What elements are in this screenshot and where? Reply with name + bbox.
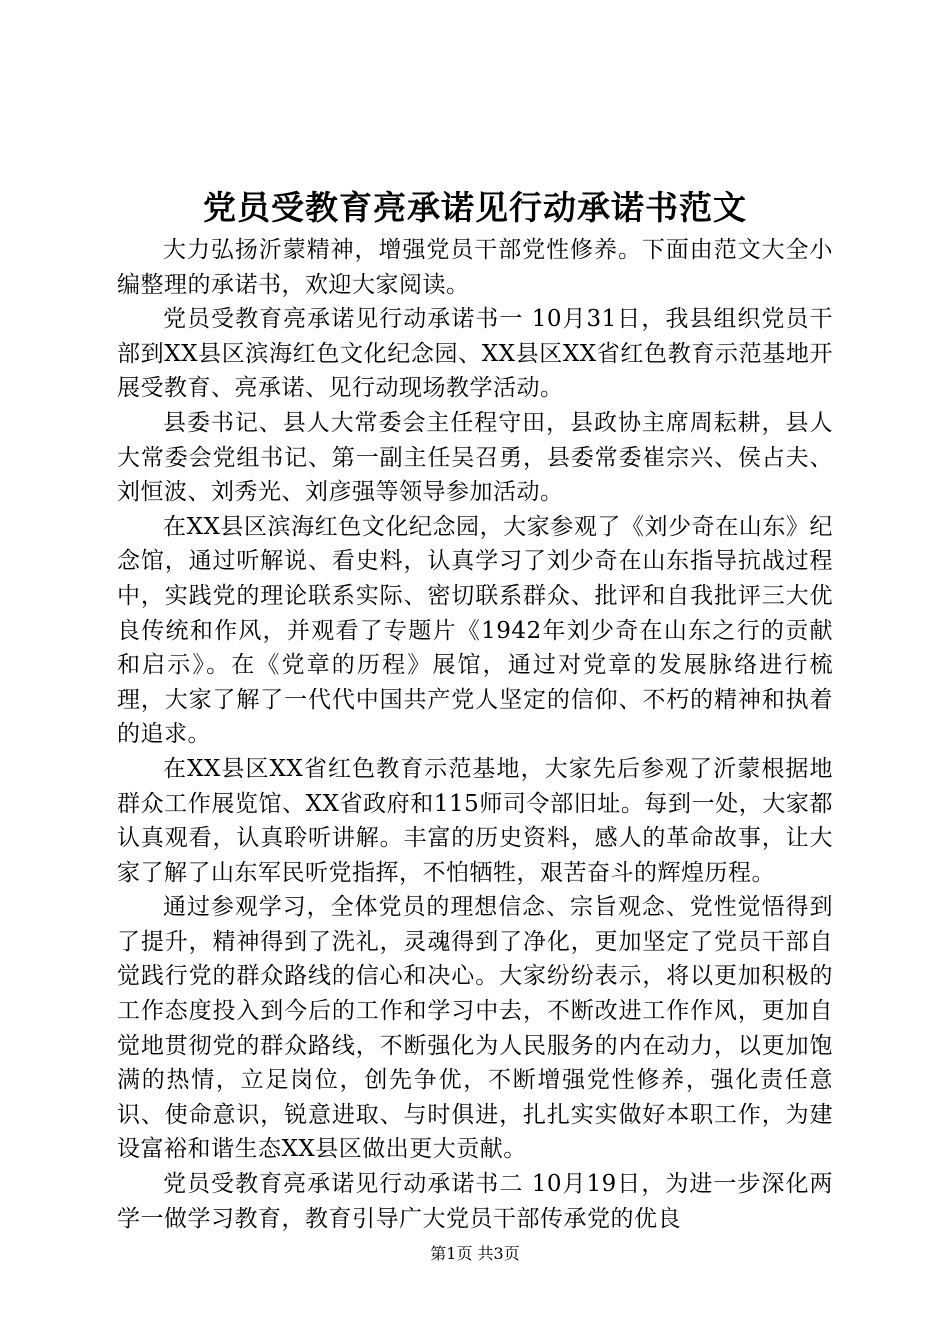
paragraph: 在XX县区XX省红色教育示范基地，大家先后参观了沂蒙根据地群众工作展览馆、XX省政府和115师司令部旧址。每到一处，大家都认真观看，认真聆听讲解。丰富的历史资料，感人的革命故事，让大家了解了山东军民听党指挥，不怕牺牲，艰苦奋斗的辉煌历程。 [117, 755, 833, 886]
paragraph: 大力弘扬沂蒙精神，增强党员干部党性修养。下面由范文大全小编整理的承诺书，欢迎大家阅读。 [117, 237, 833, 298]
paragraph: 通过参观学习，全体党员的理想信念、宗旨观念、党性觉悟得到了提升，精神得到了洗礼，灵魂得到了净化，更加坚定了党员干部自觉践行党的群众路线的信心和决心。大家纷纷表示，将以更加积极的工作态度投入到今后的工作和学习中去，不断改进工作作风，更加自觉地贯彻党的群众路线，不断强化为人民服务的内在动力，以更加饱满的热情，立足岗位，创先争优，不断增强党性修养，强化责任意识、使命意识，锐意进取、与时俱进，扎扎实实做好本职工作，为建设富裕和谐生态XX县区做出更大贡献。 [117, 894, 833, 1163]
paragraph: 党员受教育亮承诺见行动承诺书一 10月31日，我县组织党员干部到XX县区滨海红色文化纪念园、XX县区XX省红色教育示范基地开展受教育、亮承诺、见行动现场教学活动。 [117, 306, 833, 402]
document-title: 党员受教育亮承诺见行动承诺书范文 [203, 188, 747, 227]
document-body [117, 233, 833, 1236]
page-footer: 第1页 共3页 [430, 1244, 520, 1263]
paragraph: 党员受教育亮承诺见行动承诺书二 10月19日，为进一步深化两学一做学习教育，教育引导广大党员干部传承党的优良 [117, 1171, 833, 1232]
paragraph: 县委书记、县人大常委会主任程守田，县政协主席周耘耕，县人大常委会党组书记、第一副主任吴召勇，县委常委崔宗兴、侯占夫、刘恒波、刘秀光、刘彦强等领导参加活动。 [117, 409, 833, 506]
paragraph: 在XX县区滨海红色文化纪念园，大家参观了《刘少奇在山东》纪念馆，通过听解说、看史料，认真学习了刘少奇在山东指导抗战过程中，实践党的理论联系实际、密切联系群众、批评和自我批评三大优良传统和作风，并观看了专题片《1942年刘少奇在山东之行的贡献和启示》。在《党章的历程》展馆，通过对党章的发展脉络进行梳理，大家了解了一代代中国共产党人坚定的信仰、不朽的精神和执着的追求。 [117, 513, 833, 748]
